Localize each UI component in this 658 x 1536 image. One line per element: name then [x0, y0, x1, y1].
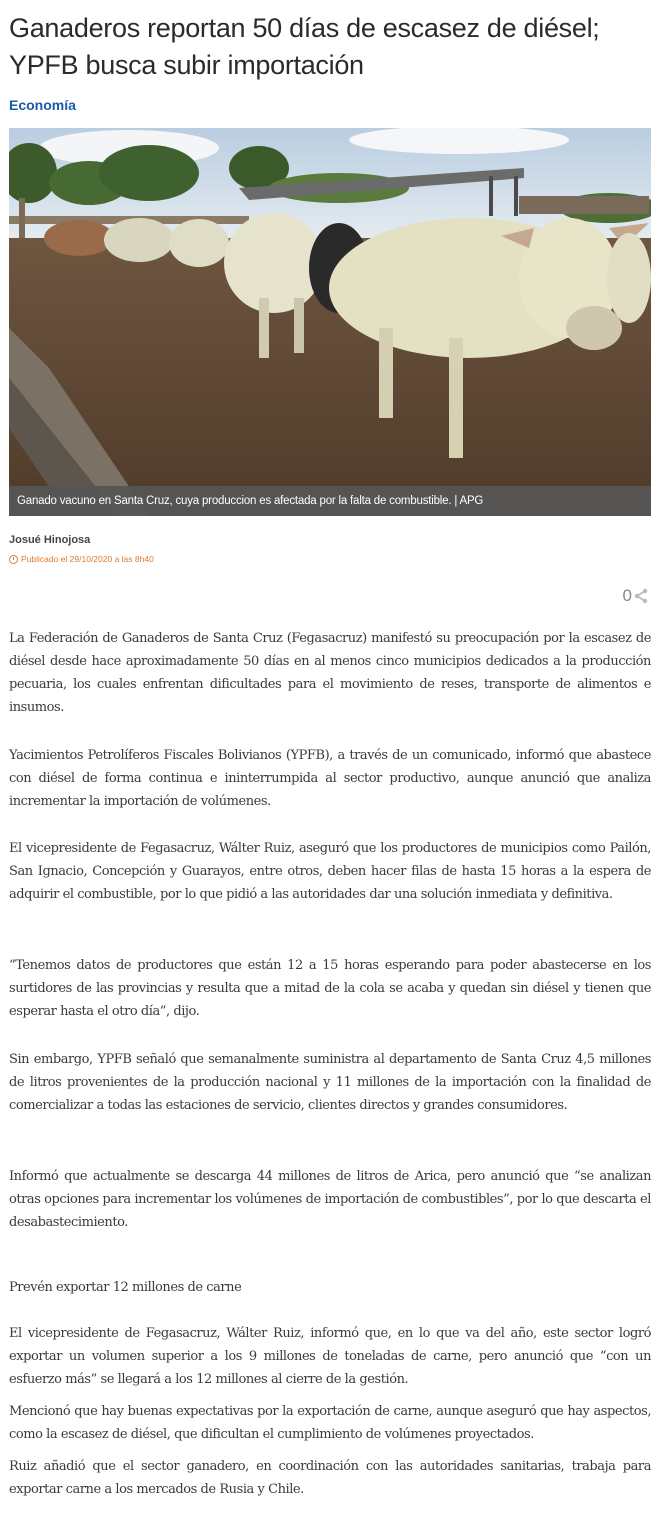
author-name: Josué Hinojosa: [9, 534, 91, 546]
paragraph: Informó que actualmente se descarga 44 millones de litros de Arica, pero anunció que “se analizan otras opciones para incrementar los volúmenes de importación de combustibles”, por lo que descarta el desabastecimiento.: [9, 1169, 651, 1230]
paragraph: Mencionó que hay buenas expectativas por la exportación de carne, aunque aseguró que hay aspectos, como la escasez de diésel, que dificultan el cumplimiento de volúmenes proyectados.: [9, 1404, 651, 1442]
cattle-photo: [9, 128, 651, 516]
paragraph: “Tenemos datos de productores que están 12 a 15 horas esperando para poder abastecerse en los surtidores de las provincias y resulta que a mitad de la cola se acaba y quedan sin diésel y tienen que esperar hasta el otro día”, dijo.: [9, 958, 651, 1019]
paragraph: La Federación de Ganaderos de Santa Cruz (Fegasacruz) manifestó su preocupación por la escasez de diésel desde hace aproximadamente 50 días en al menos cinco municipios dedicados a la producción pecuaria, los cuales enfrentan dificultades para el movimiento de reses, transporte de alimentos e insumos.: [9, 631, 651, 715]
photo-caption: Ganado vacuno en Santa Cruz, cuya produccion es afectada por la falta de combustible. | APG: [9, 486, 651, 516]
share-button[interactable]: [623, 586, 648, 606]
clock-icon: [9, 555, 18, 564]
paragraph: El vicepresidente de Fegasacruz, Wálter Ruiz, aseguró que los productores de municipios como Pailón, San Ignacio, Concepción y Guarayos, entre otros, deben hacer filas de hasta 15 horas a la espera de adquirir el combustible, por lo que pidió a las autoridades dar una solución inmediata y definitiva.: [9, 841, 651, 902]
subheading: Prevén exportar 12 millones de carne: [9, 1280, 242, 1295]
paragraph: Sin embargo, YPFB señaló que semanalmente suministra al departamento de Santa Cruz 4,5 millones de litros provenientes de la producción nacional y 11 millones de la importación con la finalidad de comercializar a todas las estaciones de servicio, clientes directos y grandes consumidores.: [9, 1052, 651, 1113]
share-count: 0: [622, 586, 632, 605]
paragraph: Yacimientos Petrolíferos Fiscales Bolivianos (YPFB), a través de un comunicado, informó que abastece con diésel de forma continua e ininterrumpida al sector productivo, aunque anunció que analiza incrementar la importación de volúmenes.: [9, 748, 651, 809]
paragraph: Ruiz añadió que el sector ganadero, en coordinación con las autoridades sanitarias, trabaja para exportar carne a los mercados de Rusia y Chile.: [9, 1459, 651, 1497]
section-link[interactable]: Economía: [9, 97, 76, 113]
published-date: [9, 554, 154, 564]
share-icon: [634, 588, 648, 604]
paragraph: El vicepresidente de Fegasacruz, Wálter Ruiz, informó que, en lo que va del año, este sector logró exportar un volumen superior a los 9 millones de toneladas de carne, pero anunció que “con un esfuerzo más” se llegará a los 12 millones al cierre de la gestión.: [9, 1326, 651, 1387]
published-text: Publicado el 29/10/2020 a las 8h40: [21, 554, 154, 564]
article-title: Ganaderos reportan 50 días de escasez de diésel; YPFB busca subir importación: [9, 13, 600, 80]
article-photo: [9, 128, 651, 516]
